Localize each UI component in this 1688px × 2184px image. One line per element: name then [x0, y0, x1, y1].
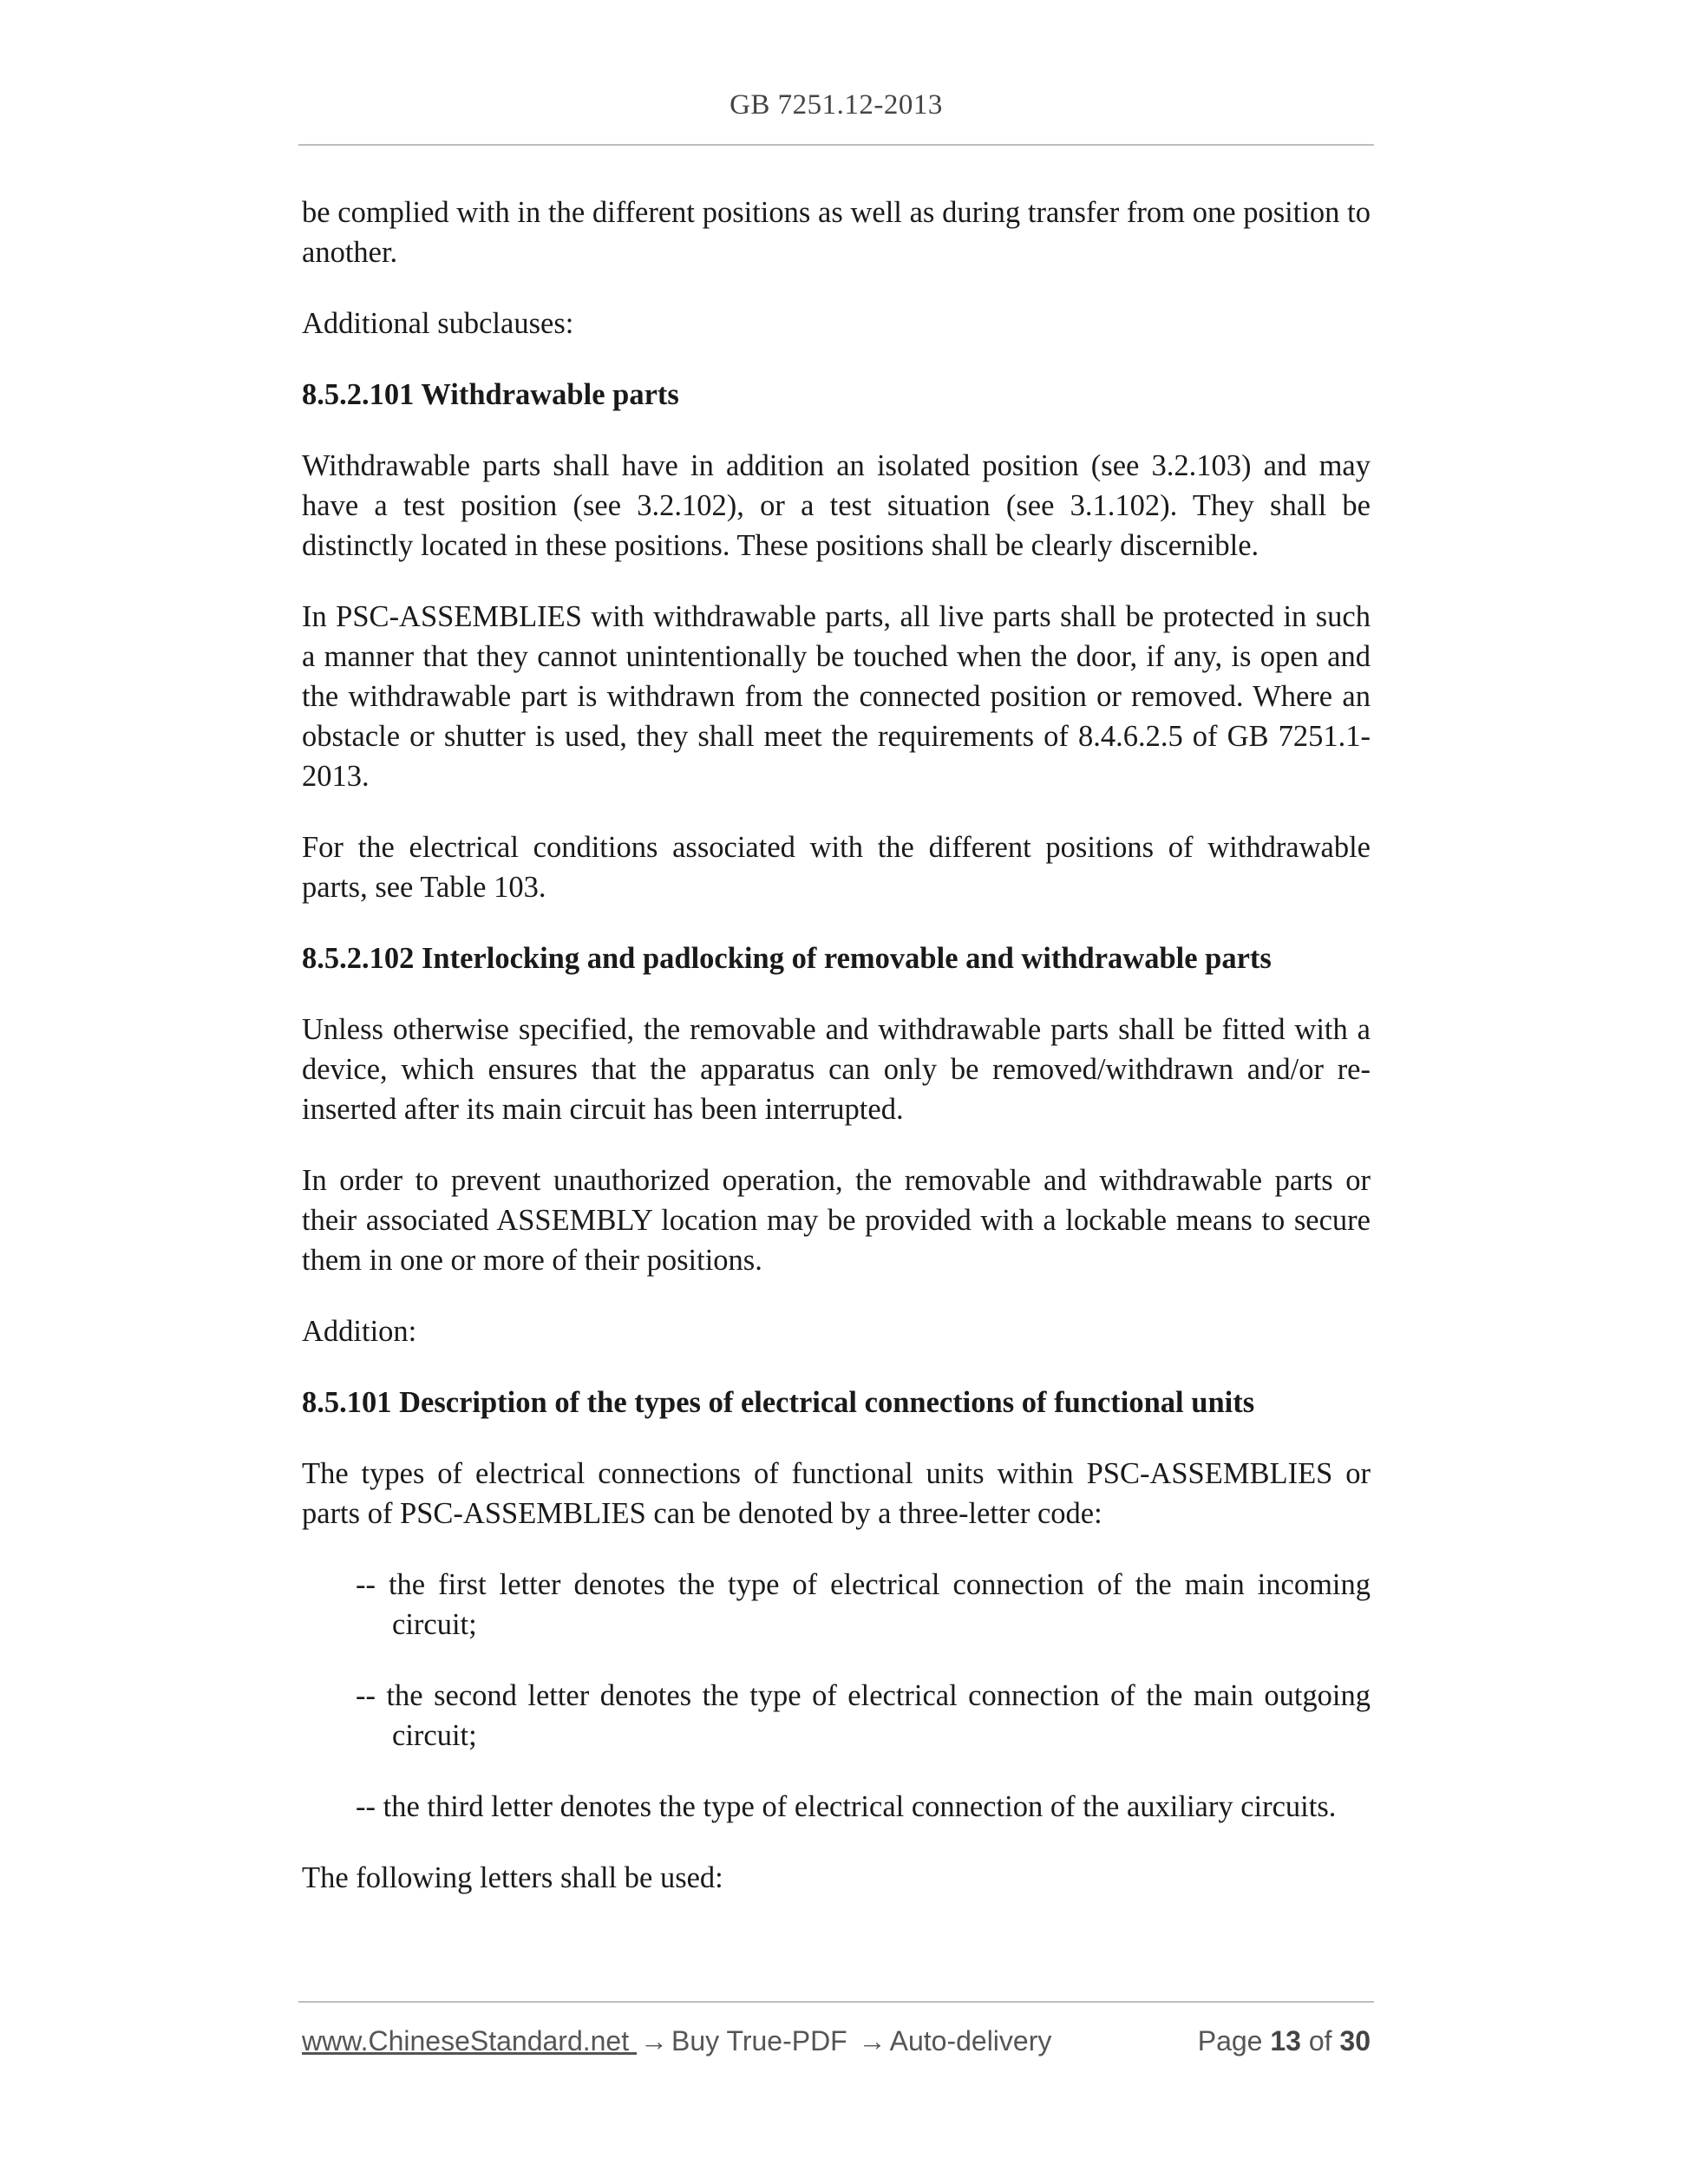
list-item: -- the second letter denotes the type of electrical connection of the main outgoing circuit; — [356, 1679, 1371, 1752]
section-heading: 8.5.101 Description of the types of electrical connections of functional units — [302, 1386, 1255, 1419]
page-label: Page — [1197, 2025, 1263, 2056]
arrow-right-icon: → — [858, 2025, 887, 2056]
paragraph: In PSC-ASSEMBLIES with withdrawable parts, all live parts shall be protected in such a manner that they cannot unintentionally be touched when the door, if any, is open and the withdrawable part is withdrawn from the connected position or removed. Where an obstacle or shutter is used, they shall meet the requirements of 8.4.6.2.5 of GB 7251.1-2013. — [302, 600, 1371, 793]
paragraph: be complied with in the different positions as well as during transfer from one position to another. — [302, 196, 1371, 269]
arrow-right-icon: → — [640, 2025, 668, 2056]
total-pages: 30 — [1339, 2025, 1371, 2056]
section-heading: 8.5.2.102 Interlocking and padlocking of removable and withdrawable parts — [302, 942, 1272, 975]
buy-pdf-text: Buy True-PDF — [671, 2025, 847, 2056]
paragraph: Addition: — [302, 1315, 417, 1348]
paragraph: For the electrical conditions associated with the different positions of withdrawable parts, see Table 103. — [302, 831, 1371, 904]
paragraph: The types of electrical connections of functional units within PSC-ASSEMBLIES or parts of PSC-ASSEMBLIES can be denoted by a three-letter code: — [302, 1457, 1371, 1530]
paragraph: The following letters shall be used: — [302, 1861, 723, 1894]
header-divider — [298, 144, 1374, 146]
paragraph: Additional subclauses: — [302, 307, 574, 340]
auto-delivery-text: Auto-delivery — [889, 2025, 1052, 2056]
paragraph: Withdrawable parts shall have in addition an isolated position (see 3.2.103) and may have a test position (see 3.2.102), or a test situation (see 3.1.102). They shall be distinctly located in these positions. These positions shall be clearly discernible. — [302, 449, 1371, 562]
page-indicator — [1198, 2021, 1371, 2061]
page-footer — [302, 2021, 1371, 2061]
document-id: GB 7251.12-2013 — [730, 89, 943, 121]
website-link[interactable]: www.ChineseStandard.net — [302, 2025, 637, 2056]
of-label: of — [1308, 2025, 1332, 2056]
paragraph: In order to prevent unauthorized operation, the removable and withdrawable parts or their associated ASSEMBLY location may be provided with a lockable means to secure them in one or more of their positions. — [302, 1164, 1371, 1277]
page-body — [302, 193, 1371, 1929]
page-number: 13 — [1270, 2025, 1301, 2056]
footer-links — [302, 2021, 1051, 2061]
footer-divider — [298, 2001, 1374, 2003]
paragraph: Unless otherwise specified, the removable and withdrawable parts shall be fitted with a device, which ensures that the apparatus can only be removed/withdrawn and/or re-inserted after its main circuit has been interrupted. — [302, 1013, 1371, 1126]
list-item: -- the first letter denotes the type of electrical connection of the main incoming circuit; — [356, 1568, 1371, 1641]
list-item: -- the third letter denotes the type of electrical connection of the auxiliary circuits. — [356, 1790, 1337, 1823]
section-heading: 8.5.2.101 Withdrawable parts — [302, 378, 679, 411]
